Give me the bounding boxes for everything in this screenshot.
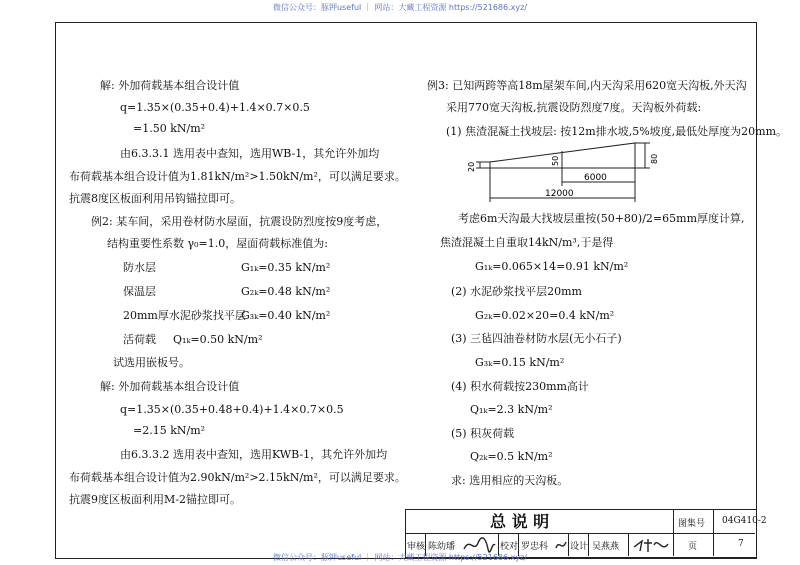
- text-line: (3) 三毡四油卷材防水层(无小石子): [451, 332, 622, 345]
- slope-diagram: [467, 140, 670, 208]
- example-3-heading: 例3: 已知两跨等高18m屋架车间,内天沟采用620宽天沟板,外天沟: [427, 79, 747, 92]
- designer-name: 吴燕燕: [592, 542, 620, 552]
- load-name: 保温层: [123, 285, 156, 298]
- atlas-no-label: 图集号: [678, 519, 706, 529]
- dim-20-label: 20: [467, 161, 476, 172]
- dim-50-label: 50: [551, 155, 560, 166]
- formula-line: Q₂ₖ=0.5 kN/m²: [470, 450, 553, 463]
- formula-line: G₂ₖ=0.02×20=0.4 kN/m²: [475, 309, 615, 322]
- page-label: 页: [688, 542, 698, 552]
- text-line: 采用770宽天沟板,抗震设防烈度7度。天沟板外荷载:: [446, 101, 702, 114]
- text-line: 由6.3.3.1 选用表中查知，选用WB-1，其允许外加均: [120, 147, 380, 160]
- text-line: (2) 水泥砂浆找平层20mm: [451, 285, 582, 298]
- text-line: 求: 选用相应的天沟板。: [451, 474, 569, 487]
- text-line: (5) 积灰荷载: [451, 427, 515, 440]
- formula-line: q=1.35×(0.35+0.48+0.4)+1.4×0.7×0.5: [120, 403, 344, 416]
- text-line: (4) 积水荷载按230mm高计: [451, 380, 589, 393]
- text-line: (1) 焦渣混凝土找坡层: 按12m排水坡,5%坡度,最低处厚度为20mm。: [446, 125, 788, 138]
- page-number: 7: [738, 539, 744, 549]
- atlas-no: 04G410-2: [722, 516, 767, 526]
- review-label: 审核: [407, 542, 426, 552]
- text-line: 试选用嵌板号。: [113, 356, 190, 369]
- text-line: 结构重要性系数 γ₀=1.0，屋面荷载标准值为:: [107, 237, 328, 250]
- load-value: Q₁ₖ=0.50 kN/m²: [173, 333, 263, 346]
- formula-result: =2.15 kN/m²: [133, 424, 206, 437]
- watermark-top: 微信公众号：豚钾useful ｜ 网站：大藏工程资源 https://521686.xyz/: [272, 3, 528, 12]
- load-value: G₃ₖ=0.40 kN/m²: [241, 309, 331, 322]
- text-line: 抗震8度区板面利用吊钩锚拉即可。: [69, 192, 241, 205]
- text-line: 解: 外加荷载基本组合设计值: [100, 79, 240, 92]
- title-block-title: 总 说 明: [490, 512, 550, 531]
- load-name: 防水层: [123, 261, 156, 274]
- text-line: 由6.3.3.2 选用表中查知，选用KWB-1，其允许外加均: [120, 448, 388, 461]
- load-name: 活荷载: [123, 333, 156, 346]
- checker-name: 罗忠科: [521, 542, 549, 552]
- dim-80-label: 80: [650, 153, 659, 164]
- dim-6000-label: 6000: [584, 173, 607, 183]
- design-label: 设计: [570, 542, 589, 552]
- text-line: 考虑6m天沟最大找坡层重按(50+80)/2=65mm厚度计算,: [458, 212, 745, 225]
- formula-line: G₁ₖ=0.065×14=0.91 kN/m²: [475, 260, 629, 273]
- load-value: G₁ₖ=0.35 kN/m²: [241, 261, 331, 274]
- text-line: 焦渣混凝土自重取14kN/m³,于是得: [440, 236, 614, 249]
- text-line: 布荷载基本组合设计值为2.90kN/m²>2.15kN/m²，可以满足要求。: [69, 471, 406, 484]
- formula-result: =1.50 kN/m²: [133, 122, 206, 135]
- formula-line: G₃ₖ=0.15 kN/m²: [475, 356, 565, 369]
- text-line: 抗震9度区板面利用M-2锚拉即可。: [69, 493, 241, 506]
- load-name: 20mm厚水泥砂浆找平层: [123, 309, 246, 322]
- check-label: 校对: [500, 542, 519, 552]
- text-line: 解: 外加荷载基本组合设计值: [100, 380, 240, 393]
- formula-line: Q₁ₖ=2.3 kN/m²: [470, 403, 553, 416]
- load-value: G₂ₖ=0.48 kN/m²: [241, 285, 331, 298]
- reviewer-name: 陈幼璠: [428, 542, 456, 552]
- formula-line: q=1.35×(0.35+0.4)+1.4×0.7×0.5: [120, 101, 310, 114]
- watermark-bottom: 微信公众号：豚钾useful ｜ 网站：大藏工程资源 https://521686.xyz/: [272, 553, 528, 562]
- example-2-heading: 例2: 某车间，采用卷材防水屋面，抗震设防烈度按9度考虑，: [91, 215, 388, 228]
- text-line: 布荷载基本组合设计值为1.81kN/m²>1.50kN/m²，可以满足要求。: [69, 170, 406, 183]
- dim-12000-label: 12000: [545, 189, 574, 199]
